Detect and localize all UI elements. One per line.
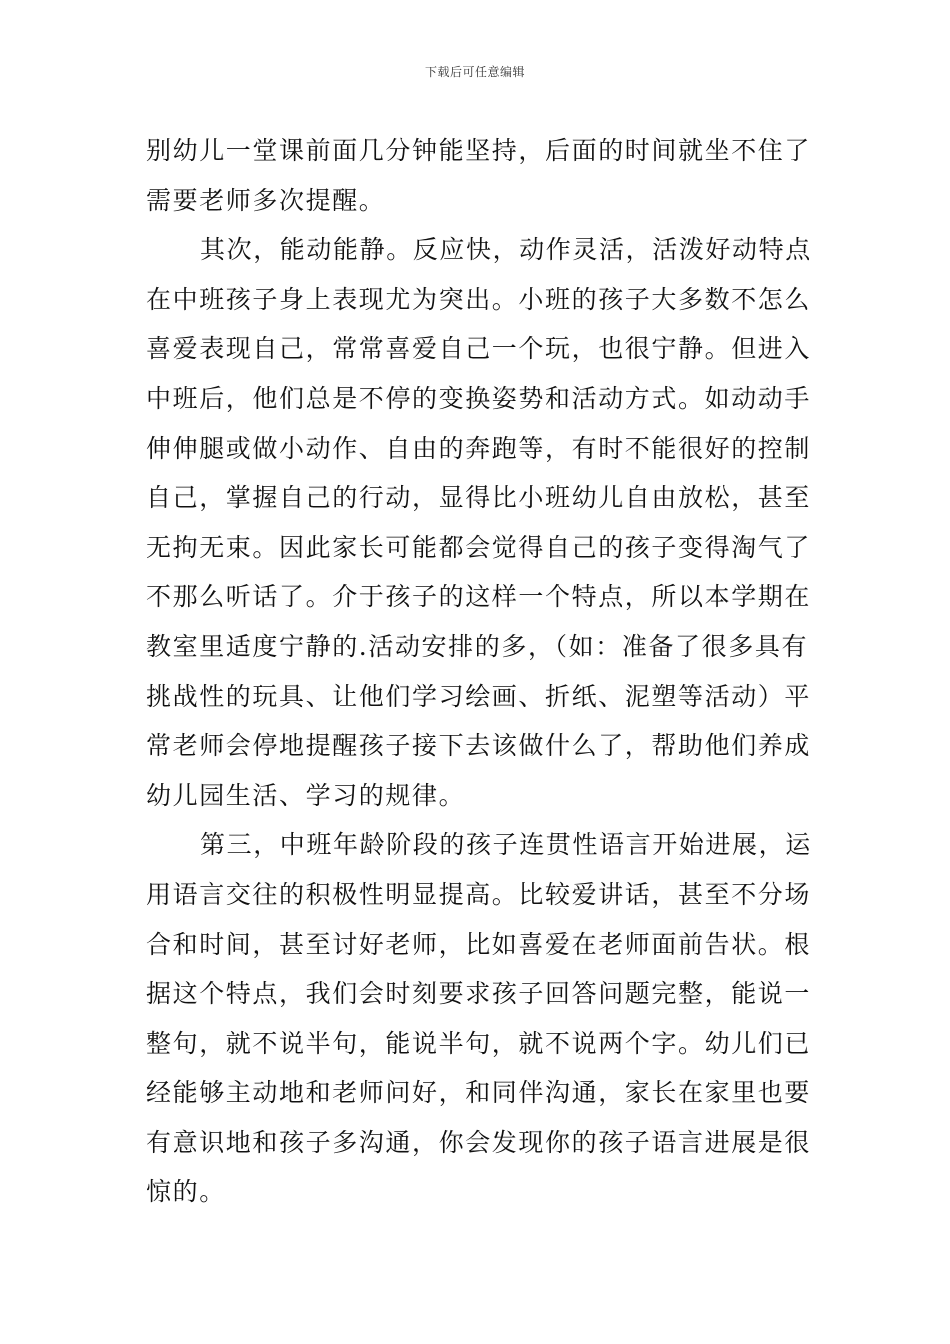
text-line: 中班后，他们总是不停的变换姿势和活动方式。如动动手	[146, 383, 812, 413]
text-line: 不那么听话了。介于孩子的这样一个特点，所以本学期在	[146, 582, 812, 612]
text-line: 别幼儿一堂课前面几分钟能坚持，后面的时间就坐不住了	[146, 136, 812, 165]
paragraph-start-line: 第三，中班年龄阶段的孩子连贯性语言开始进展，运	[200, 830, 812, 860]
text-line: 幼儿园生活、学习的规律。	[146, 780, 466, 810]
text-line: 用语言交往的积极性明显提高。比较爱讲话，甚至不分场	[146, 879, 812, 909]
text-line: 常老师会停地提醒孩子接下去该做什么了，帮助他们养成	[146, 731, 812, 761]
text-line: 据这个特点，我们会时刻要求孩子回答问题完整，能说一	[146, 979, 812, 1009]
text-line: 自己，掌握自己的行动，显得比小班幼儿自由放松，甚至	[146, 483, 812, 513]
text-line: 需要老师多次提醒。	[146, 185, 386, 215]
text-line: 挑战性的玩具、让他们学习绘画、折纸、泥塑等活动）平	[146, 681, 812, 711]
text-line: 经能够主动地和老师问好，和同伴沟通，家长在家里也要	[146, 1078, 812, 1108]
text-line: 整句，就不说半句，能说半句，就不说两个字。幼儿们已	[146, 1028, 812, 1058]
page-header: 下载后可任意编辑	[424, 65, 525, 79]
text-line: 伸伸腿或做小动作、自由的奔跑等，有时不能很好的控制	[146, 433, 812, 463]
text-line: 惊的。	[146, 1177, 226, 1207]
text-line: 在中班孩子身上表现尤为突出。小班的孩子大多数不怎么	[146, 284, 812, 314]
text-line: 喜爱表现自己，常常喜爱自己一个玩，也很宁静。但进入	[146, 334, 812, 364]
body-text	[146, 126, 812, 1217]
text-line: 教室里适度宁静的.活动安排的多，（如：准备了很多具有	[146, 631, 809, 661]
text-line: 有意识地和孩子多沟通，你会发现你的孩子语言进展是很	[146, 1127, 812, 1157]
text-line: 合和时间，甚至讨好老师，比如喜爱在老师面前告状。根	[146, 929, 812, 959]
paragraph-start-line: 其次，能动能静。反应快，动作灵活，活泼好动特点	[200, 235, 812, 265]
text-line: 无拘无束。因此家长可能都会觉得自己的孩子变得淘气了	[146, 532, 812, 562]
